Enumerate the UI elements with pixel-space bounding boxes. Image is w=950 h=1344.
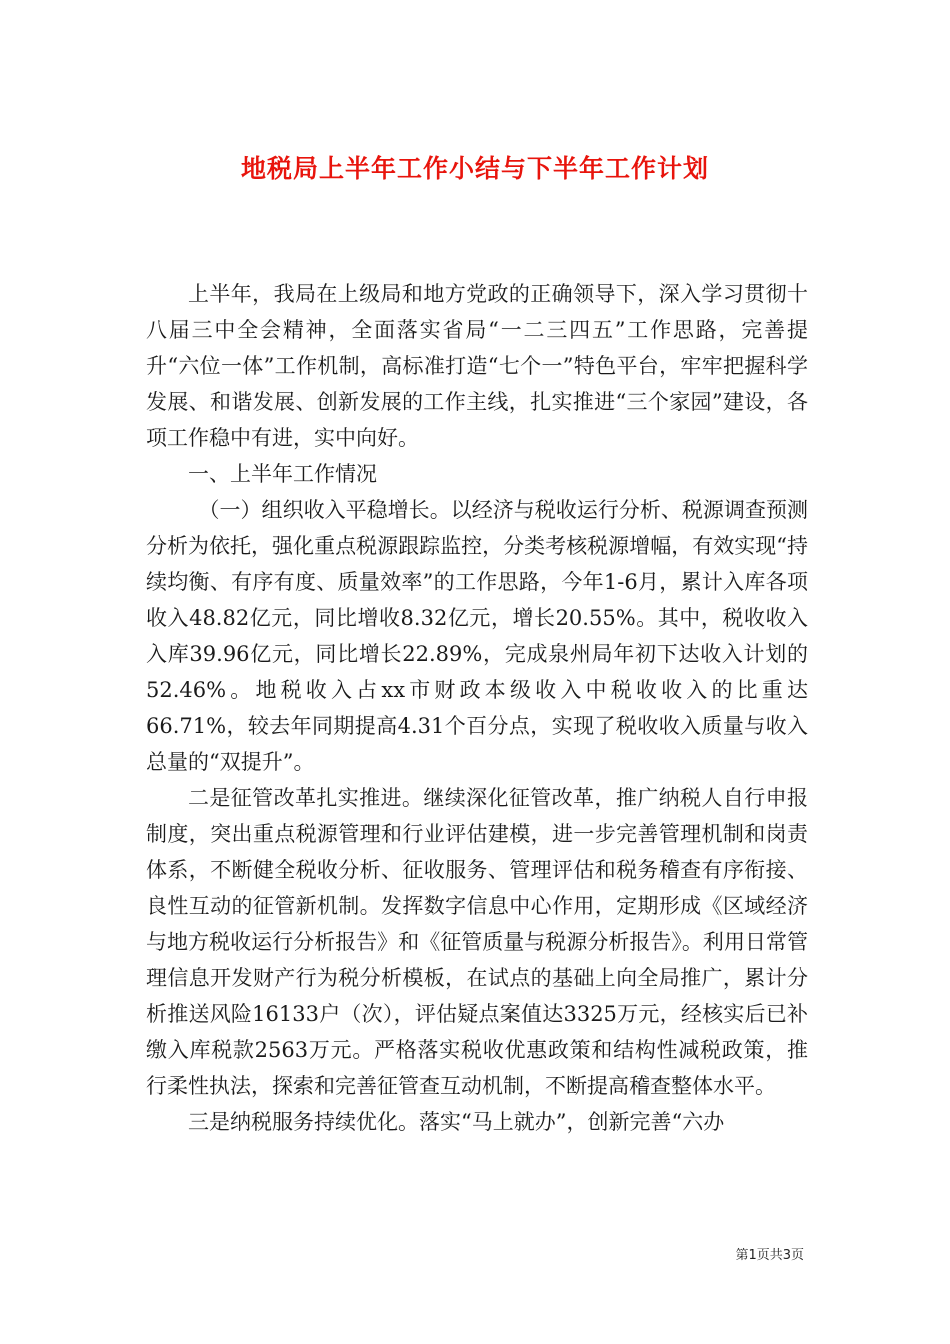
paragraph-revenue: （一）组织收入平稳增长。以经济与税收运行分析、税源调查预测分析为依托，强化重点税源跟踪监控，分类考核税源增幅，有效实现“持续均衡、有序有度、质量效率”的工作思路，今年1-6月，累计入库各项收入48.82亿元，同比增收8.32亿元，增长20.55%。其中，税收收入入库39.96亿元，同比增长22.89%，完成泉州局年初下达收入计划的52.46%。地税收入占xx市财政本级收入中税收收入的比重达66.71%，较去年同期提高4.31个百分点，实现了税收收入质量与收入总量的“双提升”。 bbox=[146, 498, 808, 774]
document-title: 地税局上半年工作小结与下半年工作计划 bbox=[240, 153, 709, 183]
paragraph-reform: 二是征管改革扎实推进。继续深化征管改革，推广纳税人自行申报制度，突出重点税源管理和行业评估建模，进一步完善管理机制和岗责体系，不断健全税收分析、征收服务、管理评估和税务稽查有序衔接、良性互动的征管新机制。发挥数字信息中心作用，定期形成《区域经济与地方税收运行分析报告》和《征管质量与税源分析报告》。利用日常管理信息开发财产行为税分析模板，在试点的基础上向全局推广，累计分析推送风险16133户（次），评估疑点案值达3325万元，经核实后已补缴入库税款2563万元。严格落实税收优惠政策和结构性减税政策，推行柔性执法，探索和完善征管查互动机制，不断提高稽查整体水平。 bbox=[146, 786, 808, 1098]
section-heading: 一、上半年工作情况 bbox=[188, 462, 377, 486]
paragraph-service: 三是纳税服务持续优化。落实“马上就办”，创新完善“六办 bbox=[188, 1110, 725, 1134]
document-body bbox=[146, 276, 808, 1140]
page-number: 第1页共3页 bbox=[735, 1248, 804, 1263]
paragraph-intro: 上半年，我局在上级局和地方党政的正确领导下，深入学习贯彻十八届三中全会精神，全面落实省局“一二三四五”工作思路，完善提升“六位一体”工作机制，高标准打造“七个一”特色平台，牢牢把握科学发展、和谐发展、创新发展的工作主线，扎实推进“三个家园”建设，各项工作稳中有进，实中向好。 bbox=[146, 282, 808, 450]
